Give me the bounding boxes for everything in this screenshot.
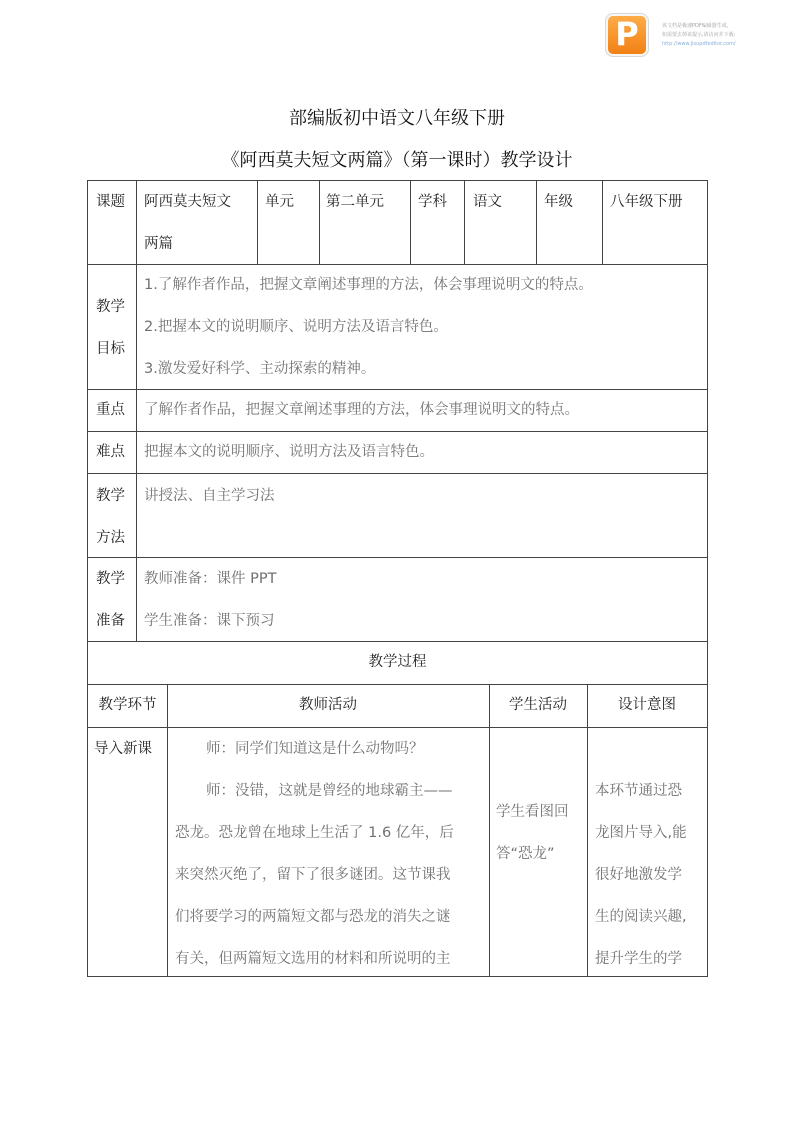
method-label-line-2: 方法 [96, 530, 125, 546]
topic-label: 课题 [96, 194, 125, 210]
teacher-line-5: 们将要学习的两篇短文都与恐龙的消失之谜 [175, 909, 451, 925]
student-activity-line-2: 答“恐龙” [496, 846, 555, 862]
row-divider [88, 473, 707, 474]
intent-line-3: 很好地激发学 [595, 867, 682, 883]
unit-label: 单元 [265, 194, 294, 210]
col-divider [410, 181, 411, 264]
col-divider [257, 181, 258, 264]
teacher-line-2: 师：没错，这就是曾经的地球霸主—— [206, 783, 453, 799]
pdf-editor-logo-icon [606, 14, 648, 56]
document-subtitle: 《阿西莫夫短文两篇》（第一课时）教学设计 [221, 150, 573, 171]
pdf-watermark [606, 14, 782, 60]
method-text: 讲授法、自主学习法 [144, 488, 275, 504]
student-activity-line-1: 学生看图回 [496, 804, 569, 820]
method-label-line-1: 教学 [96, 488, 125, 504]
difficulty-text: 把握本文的说明顺序、说明方法及语言特色。 [144, 444, 434, 460]
goals-label-line-1: 教学 [96, 299, 125, 315]
goals-label-line-2: 目标 [96, 341, 125, 357]
unit-value: 第二单元 [326, 194, 384, 210]
intent-line-1: 本环节通过恐 [595, 783, 682, 799]
header-stage: 教学环节 [98, 697, 157, 713]
key-point-text: 了解作者作品，把握文章阐述事理的方法，体会事理说明文的特点。 [144, 402, 579, 418]
watermark-line-1: 该文档是极速PDF编辑器生成, [662, 23, 729, 29]
logo-letter: P [615, 15, 639, 53]
teacher-line-6: 有关，但两篇短文选用的材料和所说明的主 [175, 951, 451, 967]
topic-value-line-2: 两篇 [144, 236, 173, 252]
col-divider [489, 684, 490, 976]
col-divider [602, 181, 603, 264]
preparation-label-line-1: 教学 [96, 571, 125, 587]
topic-value-line-1: 阿西莫夫短文 [144, 194, 231, 210]
teacher-line-3: 恐龙。恐龙曾在地球上生活了 1.6 亿年，后 [175, 825, 454, 841]
student-preparation: 学生准备：课下预习 [144, 613, 275, 629]
grade-label: 年级 [544, 194, 573, 210]
key-point-label: 重点 [96, 402, 125, 418]
subject-label: 学科 [418, 194, 447, 210]
header-teacher-activity: 教师活动 [299, 697, 357, 713]
teacher-preparation: 教师准备：课件 PPT [144, 571, 277, 587]
subject-value: 语文 [473, 194, 502, 210]
col-divider [136, 181, 137, 264]
intent-line-4: 生的阅读兴趣, [595, 909, 687, 925]
col-divider [464, 181, 465, 264]
goal-item-3: 3.激发爱好科学、主动探索的精神。 [144, 361, 376, 377]
intent-line-5: 提升学生的学 [595, 951, 682, 967]
document-title: 部编版初中语文八年级下册 [289, 108, 505, 129]
col-divider [536, 181, 537, 264]
difficulty-label: 难点 [96, 444, 125, 460]
goal-item-1: 1.了解作者作品，把握文章阐述事理的方法，体会事理说明文的特点。 [144, 277, 593, 293]
stage-intro: 导入新课 [94, 741, 152, 757]
intent-line-2: 龙图片导入,能 [595, 825, 687, 841]
watermark-line-2: 如需要去掉该提示,请访问并下载: [662, 32, 736, 38]
col-divider [319, 181, 320, 264]
preparation-label-line-2: 准备 [96, 613, 125, 629]
header-student-activity: 学生活动 [509, 697, 567, 713]
col-divider [136, 264, 137, 641]
grade-value: 八年级下册 [610, 194, 683, 210]
process-title: 教学过程 [368, 654, 427, 670]
watermark-text [662, 22, 786, 49]
header-design-intent: 设计意图 [618, 697, 676, 713]
col-divider [587, 684, 588, 976]
col-divider [167, 684, 168, 976]
watermark-url: http://www.jisupdfeditor.com/ [662, 41, 736, 47]
goal-item-2: 2.把握本文的说明顺序、说明方法及语言特色。 [144, 319, 448, 335]
teacher-line-4: 来突然灭绝了，留下了很多谜团。这节课我 [175, 867, 451, 883]
lesson-plan-table [87, 180, 708, 977]
teacher-line-1: 师：同学们知道这是什么动物吗？ [206, 741, 424, 757]
